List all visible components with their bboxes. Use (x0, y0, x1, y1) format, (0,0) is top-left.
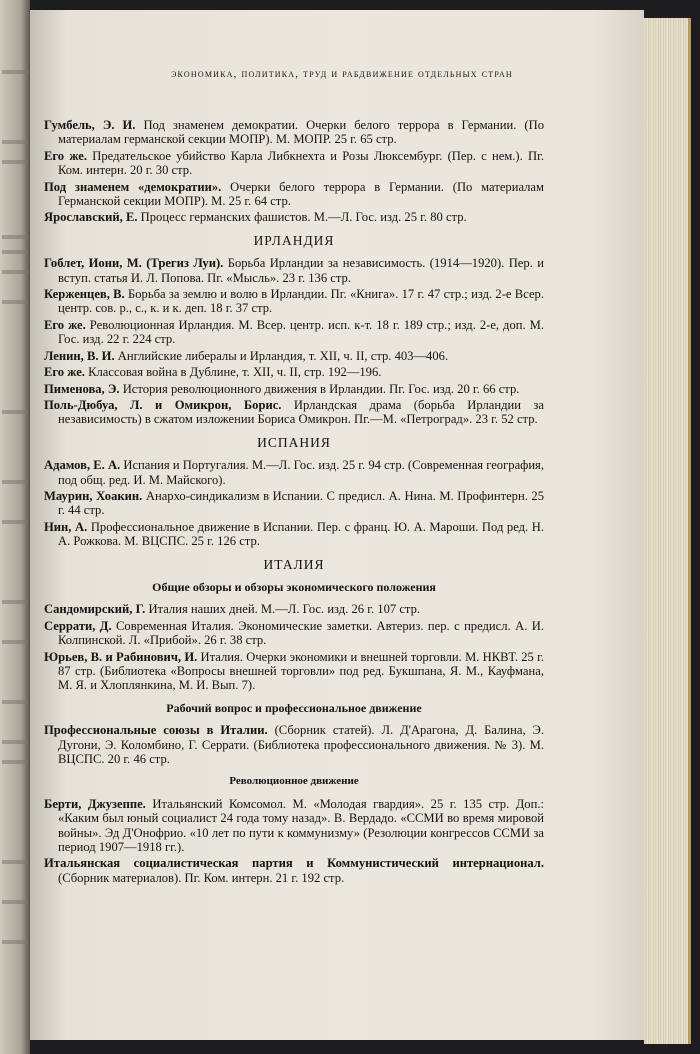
entry-author: Маурин, Хоакин. (44, 488, 143, 503)
entry-author: Ленин, В. И. (44, 348, 115, 363)
bibliography-entry (44, 349, 544, 363)
adjacent-page-text-fragment (2, 520, 28, 524)
entry-text: Профессиональное движение в Испании. Пер. с франц. Ю. А. Мароши. Под ред. Н. А. Рожкова. М. ВЦСПС. 25 г. 126 стр. (58, 519, 544, 549)
entry-text: Классовая война в Дублине, т. XII, ч. II, стр. 192—196. (84, 365, 382, 380)
entry-text: Испания и Португалия. М.—Л. Гос. изд. 25 г. 94 стр. (Современная география, под общ. ред. И. М. Майского). (58, 458, 544, 487)
entry-text: Предательское убийство Карла Либкнехта и Розы Люксембург. (Пер. с нем.). Пг. Ком. интерн. 20 г. 30 стр. (58, 148, 544, 178)
entry-text: Анархо-синдикализм в Испании. С предисл. А. Нина. М. Профинтерн. 25 г. 44 стр. (58, 488, 545, 518)
adjacent-page-text-fragment (2, 900, 28, 904)
entry-author: Его же. (44, 317, 86, 332)
entry-text: Под знаменем демократии. Очерки белого террора в Германии. (По материалам германской секции МОПР). М. МОПР. 25 г. 65 стр. (58, 118, 544, 147)
adjacent-page-text-fragment (2, 760, 28, 764)
running-head: экономика, политика, труд и рабдвижение отдельных стран (171, 68, 513, 80)
germany-continued (44, 118, 544, 225)
entry-author: Пименова, Э. (44, 381, 120, 396)
italy-overview-entries (44, 602, 544, 692)
bibliography-entry (44, 118, 544, 147)
italy-revolutionary-entries (44, 797, 544, 885)
entry-text: Борьба за землю и волю в Ирландии. Пг. «Книга». 17 г. 47 стр.; изд. 2-е Всер. центр. сов. р., с., к. и к. деп. 18 г. 37 стр. (58, 287, 544, 316)
book-page (30, 10, 644, 1040)
bibliography-entry (44, 602, 544, 616)
entry-author: Гоблет, Иони, М. (Трегиз Луи). (44, 256, 224, 271)
entry-author: Берти, Джузеппе. (44, 796, 146, 811)
entry-author: Сандомирский, Г. (44, 602, 146, 617)
entry-text: Итальянский Комсомол. М. «Молодая гвардия». 25 г. 135 стр. Доп.: «Каким был юный социалист 24 года тому назад». В. Вердадо. «ССМИ во время мировой войны». Эд Д'Онофрио. «10 лет по пути к коммунизму» (Резолюции конгрессов ССМИ за период 1907—1918 гг.). (58, 796, 544, 855)
entry-author: Итальянская социалистическая партия и Коммунистический интернационал. (44, 856, 544, 871)
bibliography-entry (44, 149, 544, 178)
entry-text: Ирландская драма (борьба Ирландии за независимость) в сжатом изложении Бориса Омикрон. Пг.—М. «Петроград». 23 г. 52 стр. (58, 397, 544, 427)
entry-author: Керженцев, В. (44, 287, 125, 302)
bibliography-entry (44, 520, 544, 549)
adjacent-page-text-fragment (2, 700, 28, 704)
adjacent-page-text-fragment (2, 740, 28, 744)
adjacent-page-text-fragment (2, 860, 28, 864)
entry-text: Италия наших дней. М.—Л. Гос. изд. 26 г. 107 стр. (145, 602, 421, 617)
adjacent-page-text-fragment (2, 250, 28, 254)
entry-text: Современная Италия. Экономические заметки. Автериз. пер. с предисл. А. И. Колпинской. Л. «Прибой». 26 г. 38 стр. (58, 618, 544, 648)
section-title-italy: ИТАЛИЯ (263, 556, 325, 572)
entry-author: Юрьев, В. и Рабинович, И. (44, 649, 198, 664)
bibliography-entry (44, 489, 544, 518)
entry-text: Революционная Ирландия. М. Всер. центр. исп. к-т. 18 г. 189 стр.; изд. 2-е, доп. М. Гос. изд. 22 г. 224 стр. (58, 317, 544, 347)
page-content (44, 118, 544, 887)
adjacent-page-text-fragment (2, 640, 28, 644)
adjacent-page-text-fragment (2, 160, 28, 164)
page-stack-edge (644, 18, 691, 1044)
bibliography-entry (44, 856, 544, 885)
entry-author: Ярославский, Е. (44, 210, 138, 225)
bibliography-entry (44, 318, 544, 347)
ireland-entries (44, 256, 544, 426)
bibliography-entry (44, 287, 544, 316)
bibliography-entry (44, 210, 544, 224)
adjacent-page-text-fragment (2, 235, 28, 239)
adjacent-page-text-fragment (2, 300, 28, 304)
entry-author: Его же. (44, 365, 85, 380)
bibliography-entry (44, 180, 544, 209)
entry-text: (Сборник материалов). Пг. Ком. интерн. 21 г. 192 стр. (58, 870, 345, 885)
bibliography-entry (44, 365, 544, 379)
entry-author: Серрати, Д. (44, 618, 112, 633)
section-title-ireland: ИРЛАНДИЯ (253, 232, 335, 248)
bibliography-entry (44, 619, 544, 648)
adjacent-page-text-fragment (2, 70, 28, 74)
entry-author: Гумбель, Э. И. (44, 118, 136, 132)
adjacent-page-text-fragment (2, 480, 28, 484)
entry-author: Нин, А. (44, 519, 88, 534)
entry-author: Его же. (44, 148, 88, 163)
spain-entries (44, 458, 544, 548)
bibliography-entry (44, 650, 544, 693)
subsection-title-labor: Рабочий вопрос и профессиональное движение (166, 700, 422, 715)
entry-text: Италия. Очерки экономики и внешней торговли. М. НКВТ. 25 г. 87 стр. (Библиотека «Вопросы внешней торговли» под ред. Букшпана, Я. М., Кауфмана, М. Я. и Хлоплянкина, М. И. Вып. 7). (58, 649, 544, 693)
bibliography-entry (44, 398, 544, 427)
entry-text: Английские либералы и Ирландия, т. XII, ч. II, стр. 403—406. (114, 348, 449, 363)
adjacent-page-text-fragment (2, 600, 28, 604)
bibliography-entry (44, 723, 544, 766)
entry-text: Борьба Ирландии за независимость. (1914—1920). Пер. и вступ. статья И. Л. Попова. Пг. «Мысль». 23 г. 136 стр. (58, 256, 544, 285)
entry-text: Очерки белого террора в Германии. (По материалам Германской секции МОПР). М. 25 г. 64 стр. (58, 179, 544, 209)
entry-author: Под знаменем «демократии». (44, 179, 222, 194)
bibliography-entry (44, 458, 544, 487)
italy-labor-entries (44, 723, 544, 766)
bibliography-entry (44, 382, 544, 396)
entry-author: Поль-Дюбуа, Л. и Омикрон, Борис. (44, 397, 282, 412)
entry-text: История революционного движения в Ирландии. Пг. Гос. изд. 20 г. 66 стр. (119, 381, 520, 396)
section-title-spain: ИСПАНИЯ (257, 434, 331, 450)
adjacent-page-text-fragment (2, 270, 28, 274)
bibliography-entry (44, 797, 544, 855)
subsection-title-overview: Общие обзоры и обзоры экономического положения (152, 579, 436, 594)
adjacent-page-text-fragment (2, 140, 28, 144)
entry-text: (Сборник статей). Л. Д'Арагона, Д. Балина, Э. Дугони, Э. Коломбино, Г. Серрати. (Библиотека профессионального движения. № 3). М. ВЦСПС. 20 г. 46 стр. (58, 723, 544, 767)
adjacent-page-text-fragment (2, 940, 28, 944)
entry-author: Профессиональные союзы в Италии. (44, 723, 268, 738)
bibliography-entry (44, 256, 544, 285)
adjacent-page-text-fragment (2, 410, 28, 414)
entry-text: Процесс германских фашистов. М.—Л. Гос. изд. 25 г. 80 стр. (137, 210, 467, 225)
adjacent-left-page (0, 0, 30, 1054)
subsection-title-revolutionary: Революционное движение (229, 775, 359, 788)
entry-author: Адамов, Е. А. (44, 458, 121, 473)
